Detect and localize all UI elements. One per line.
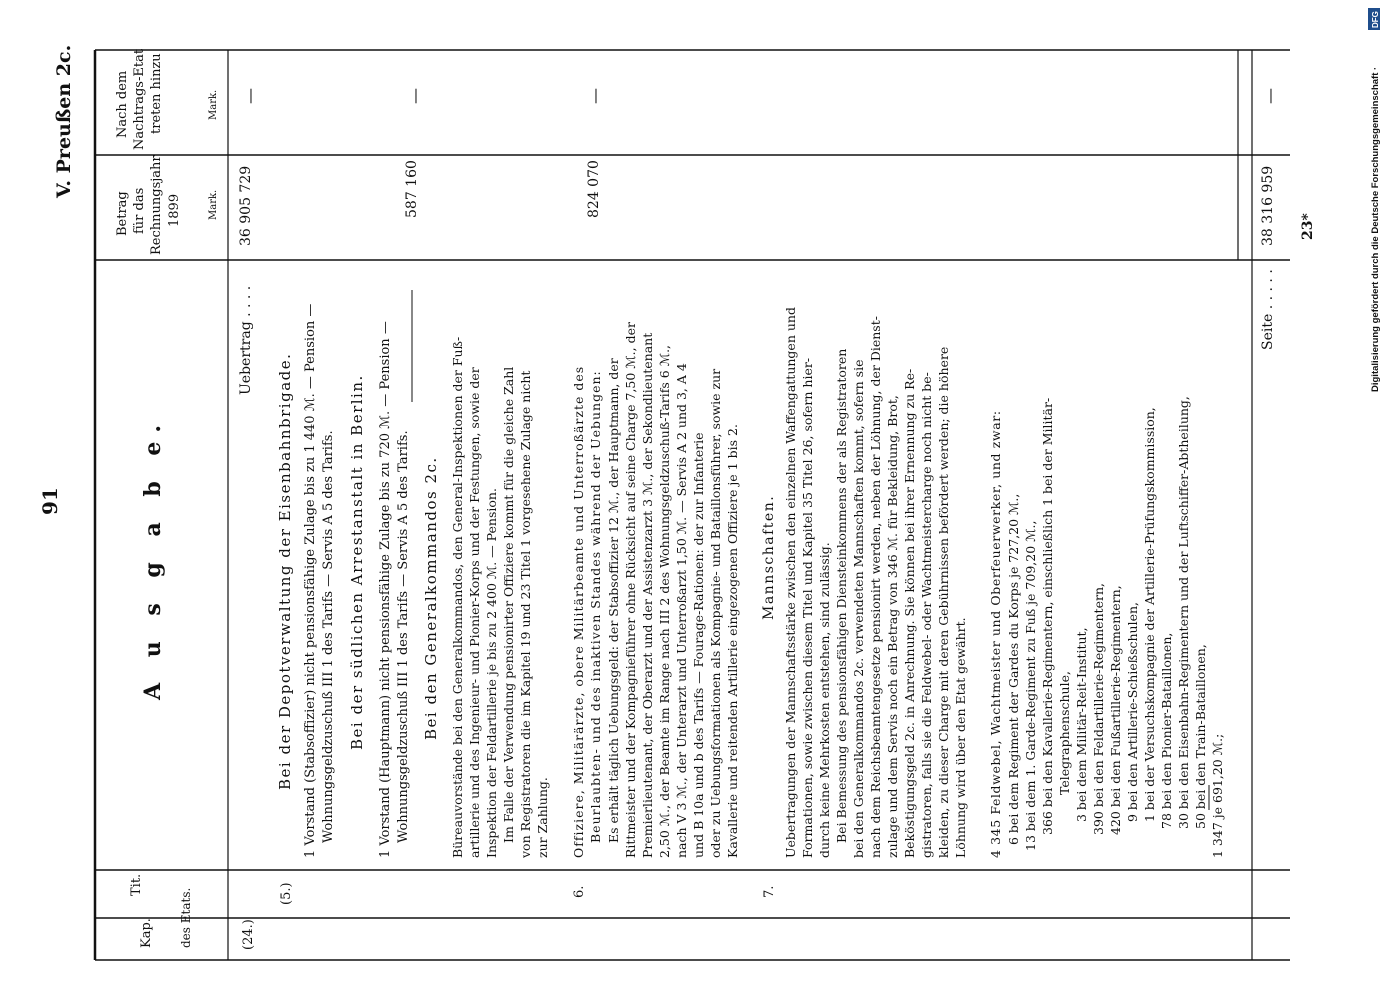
mann-l9: gistratoren, falls sie die Feldwebel- oder Wachtmeistercharge noch nicht be-	[919, 372, 934, 858]
offiz-l8: und B 10a und b des Tarifs — Fourage-Rationen: der zur Infanterie	[691, 432, 706, 858]
dfg-side-note: Digitalisierung gefördert durch die Deutsche Forschungsgemeinschaft ·	[1370, 66, 1381, 392]
genkdo-l3: Inspektion der Feldartillerie je bis zu 2 400 ℳ. — Pension.	[484, 488, 499, 858]
svg-uebertrag: Uebertrag . . . .	[238, 285, 254, 395]
svg-arrest-title: Bei der südlichen Arrestanstalt in Berlin.	[348, 374, 366, 750]
svg-depot-a: 1 Vorstand (Stabsoffizier) nicht pensionsfähige Zulage bis zu 1 440 ℳ. — Pension —	[303, 303, 318, 858]
genkdo-para	[450, 337, 550, 859]
genkdo-l2: artillerie und des Ingenieur- und Pionier-Korps und der Festungen, sowie der	[467, 367, 482, 858]
mann-l5: bei den Generalkommandos 2c. verwendeten Mannschaften kommt, sofern sie	[851, 359, 866, 858]
svg-mann-title: Mannschaften.	[761, 494, 777, 620]
svg-seite: Seite . . . . .	[1260, 269, 1276, 350]
mann-l2: Formationen, sowie zwischen diesem Titel und Kapitel 35 Titel 26, sofern hier-	[800, 357, 815, 858]
svg-feldw-total: 1 347 je 691,20 ℳ.;	[1210, 733, 1225, 858]
offiz-l5: Premierlieutenant, der Oberarzt und der Assistenzarzt 3 ℳ., der Sekondlieutenant	[640, 332, 655, 858]
svg-header-kap: Kap.	[139, 918, 154, 948]
offiz-l7: nach V 3 ℳ., der Unterarzt und Unterroßarzt 1,50 ℳ. — Servis A 2 und 3, A 4	[674, 363, 689, 858]
mann-l6: nach dem Reichsbeamtengesetze pensionirt werden, neben der Löhnung, der Dienst-	[868, 316, 883, 858]
svg-header-des-etats: des Etats.	[179, 887, 193, 948]
mann-l8: Beköstigungsgeld 2c. in Anrechnung. Sie können bei ihrer Ernennung zu Re-	[902, 368, 917, 858]
mann-l4: Bei Bemessung des pensionsfähigen Diensteinkommens der als Registratoren	[834, 348, 849, 843]
svg-arrest-b: Wohnungsgeldzuschuß III 1 des Tarifs — Servis A 5 des Tarifs.	[396, 430, 411, 843]
svg-arrest-a: 1 Vorstand (Hauptmann) nicht pensionsfähige Zulage bis zu 720 ℳ. — Pension —	[378, 321, 393, 858]
mann-l11: Löhnung wird über den Etat gewährt.	[953, 617, 968, 858]
offiz-l4: Rittmeister und der Kompagnieführer ohne Rücksicht auf seine Charge 7,50 ℳ., der	[623, 322, 638, 858]
offiz-l6: 2,50 ℳ., der Beamte im Range nach III 2 des Wohnungsgeldzuschuß-Tarifs 6 ℳ.,	[657, 344, 672, 858]
mann-para	[783, 307, 968, 858]
page-number-group	[38, 487, 62, 515]
genkdo-l6: zur Zahlung.	[535, 777, 550, 858]
offiz-l3: Es erhält täglich Uebungsgeld: der Stabsoffizier 12 ℳ., der Hauptmann, der	[606, 358, 621, 843]
svg-header-tit: Tit.	[129, 873, 144, 896]
svg-amount-uebertrag: 36 905 729	[238, 165, 254, 246]
svg-genkdo-title: Bei den Generalkommandos 2c.	[422, 456, 440, 740]
svg-signature: 23*	[1300, 213, 1316, 240]
genkdo-l1: Büreauvorstände bei den Generalkommandos, den General-Inspektionen der Fuß-	[450, 336, 465, 858]
genkdo-l4: Im Falle der Verwendung pensionirter Offiziere kommt für die gleiche Zahl	[501, 366, 516, 843]
svg-kap: (24.)	[241, 919, 256, 950]
offiz-l2: Beurlaubten- und des inaktiven Standes während der Uebungen:	[588, 370, 603, 843]
mann-l7: zulage und dem Servis noch ein Betrag von 346 ℳ. für Bekleidung, Brot,	[885, 395, 900, 858]
svg-betrag-unit: Mark.	[208, 189, 219, 220]
svg-heading: A u s g a b e.	[140, 415, 166, 700]
svg-nachtrag-unit: Mark.	[208, 89, 219, 120]
svg-depot-b: Wohnungsgeldzuschuß III 1 des Tarifs — Servis A 5 des Tarifs.	[321, 430, 336, 843]
svg-depot-title: Bei der Depotverwaltung der Eisenbahnbrigade.	[276, 352, 294, 790]
page-number-svg: 91	[38, 487, 62, 515]
svg-amount-seite: 38 316 959	[1260, 165, 1276, 246]
svg-feldw-3b: Telegraphenschule,	[1057, 671, 1072, 795]
dfg-logo-text: DFG	[1371, 11, 1380, 28]
mann-l10: kleiden, zu dieser Charge mit deren Gebührnissen befördert werden; die höhere	[936, 346, 951, 858]
offiz-l1: Offiziere, Militärärzte, obere Militärbeamte und Unterroßärzte des	[571, 365, 586, 858]
feldwebel-list	[988, 396, 1225, 858]
svg-amount-genkdo: 587 160	[404, 160, 420, 218]
offiz-l10: Kavallerie und reitenden Artillerie eingezogenen Offiziere je 1 bis 2.	[725, 424, 740, 858]
mann-l3: durch keine Mehrkosten entstehen, sind zulässig.	[817, 542, 832, 858]
running-head-svg: V. Preußen 2c.	[53, 44, 75, 198]
offiz-l9: oder zu Uebungsformationen als Kompagnie- und Bataillonsführer, sowie zur	[708, 368, 723, 858]
svg-amount-offiz: 824 070	[586, 160, 602, 218]
genkdo-l5: von Registratoren die im Kapitel 19 und 23 Titel 1 vorgesehene Zulage nicht	[518, 370, 533, 858]
offiz-para	[571, 322, 740, 858]
svg-feldw-head: 4 345 Feldwebel, Wachtmeister und Oberfeuerwerker, und zwar:	[988, 410, 1003, 858]
mann-l1: Uebertragungen der Mannschaftsstärke zwischen den einzelnen Waffengattungen und	[783, 307, 798, 858]
